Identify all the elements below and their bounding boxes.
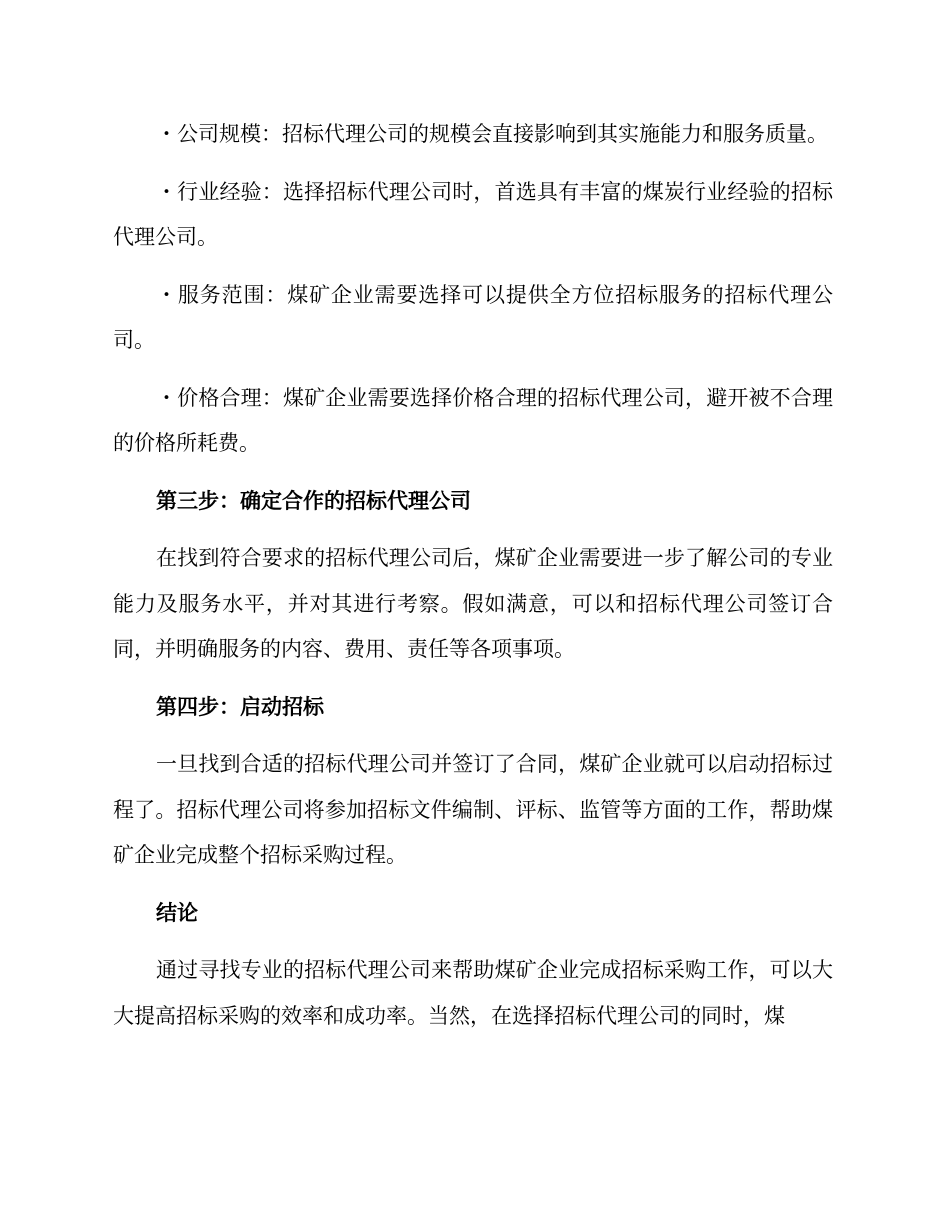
document-page xyxy=(113,112,833,1039)
bullet-service-scope: ・服务范围：煤矿企业需要选择可以提供全方位招标服务的招标代理公司。 xyxy=(113,282,833,352)
bullet-company-scale: ・公司规模：招标代理公司的规模会直接影响到其实施能力和服务质量。 xyxy=(156,122,828,146)
step4-paragraph: 一旦找到合适的招标代理公司并签订了合同，煤矿企业就可以启动招标过程了。招标代理公司将参加招标文件编制、评标、监管等方面的工作，帮助煤矿企业完成整个招标采购过程。 xyxy=(113,752,833,867)
bullet-reasonable-price: ・价格合理：煤矿企业需要选择价格合理的招标代理公司，避开被不合理的价格所耗费。 xyxy=(113,385,833,455)
conclusion-paragraph: 通过寻找专业的招标代理公司来帮助煤矿企业完成招标采购工作，可以大大提高招标采购的效率和成功率。当然，在选择招标代理公司的同时，煤 xyxy=(113,958,833,1028)
step3-paragraph: 在找到符合要求的招标代理公司后，煤矿企业需要进一步了解公司的专业能力及服务水平，并对其进行考察。假如满意，可以和招标代理公司签订合同，并明确服务的内容、费用、责任等各项事项。 xyxy=(113,546,833,661)
step3-heading: 第三步：确定合作的招标代理公司 xyxy=(156,488,471,513)
conclusion-heading: 结论 xyxy=(156,900,198,925)
step4-heading: 第四步：启动招标 xyxy=(156,694,324,719)
bullet-industry-experience: ・行业经验：选择招标代理公司时，首选具有丰富的煤炭行业经验的招标代理公司。 xyxy=(113,179,833,249)
